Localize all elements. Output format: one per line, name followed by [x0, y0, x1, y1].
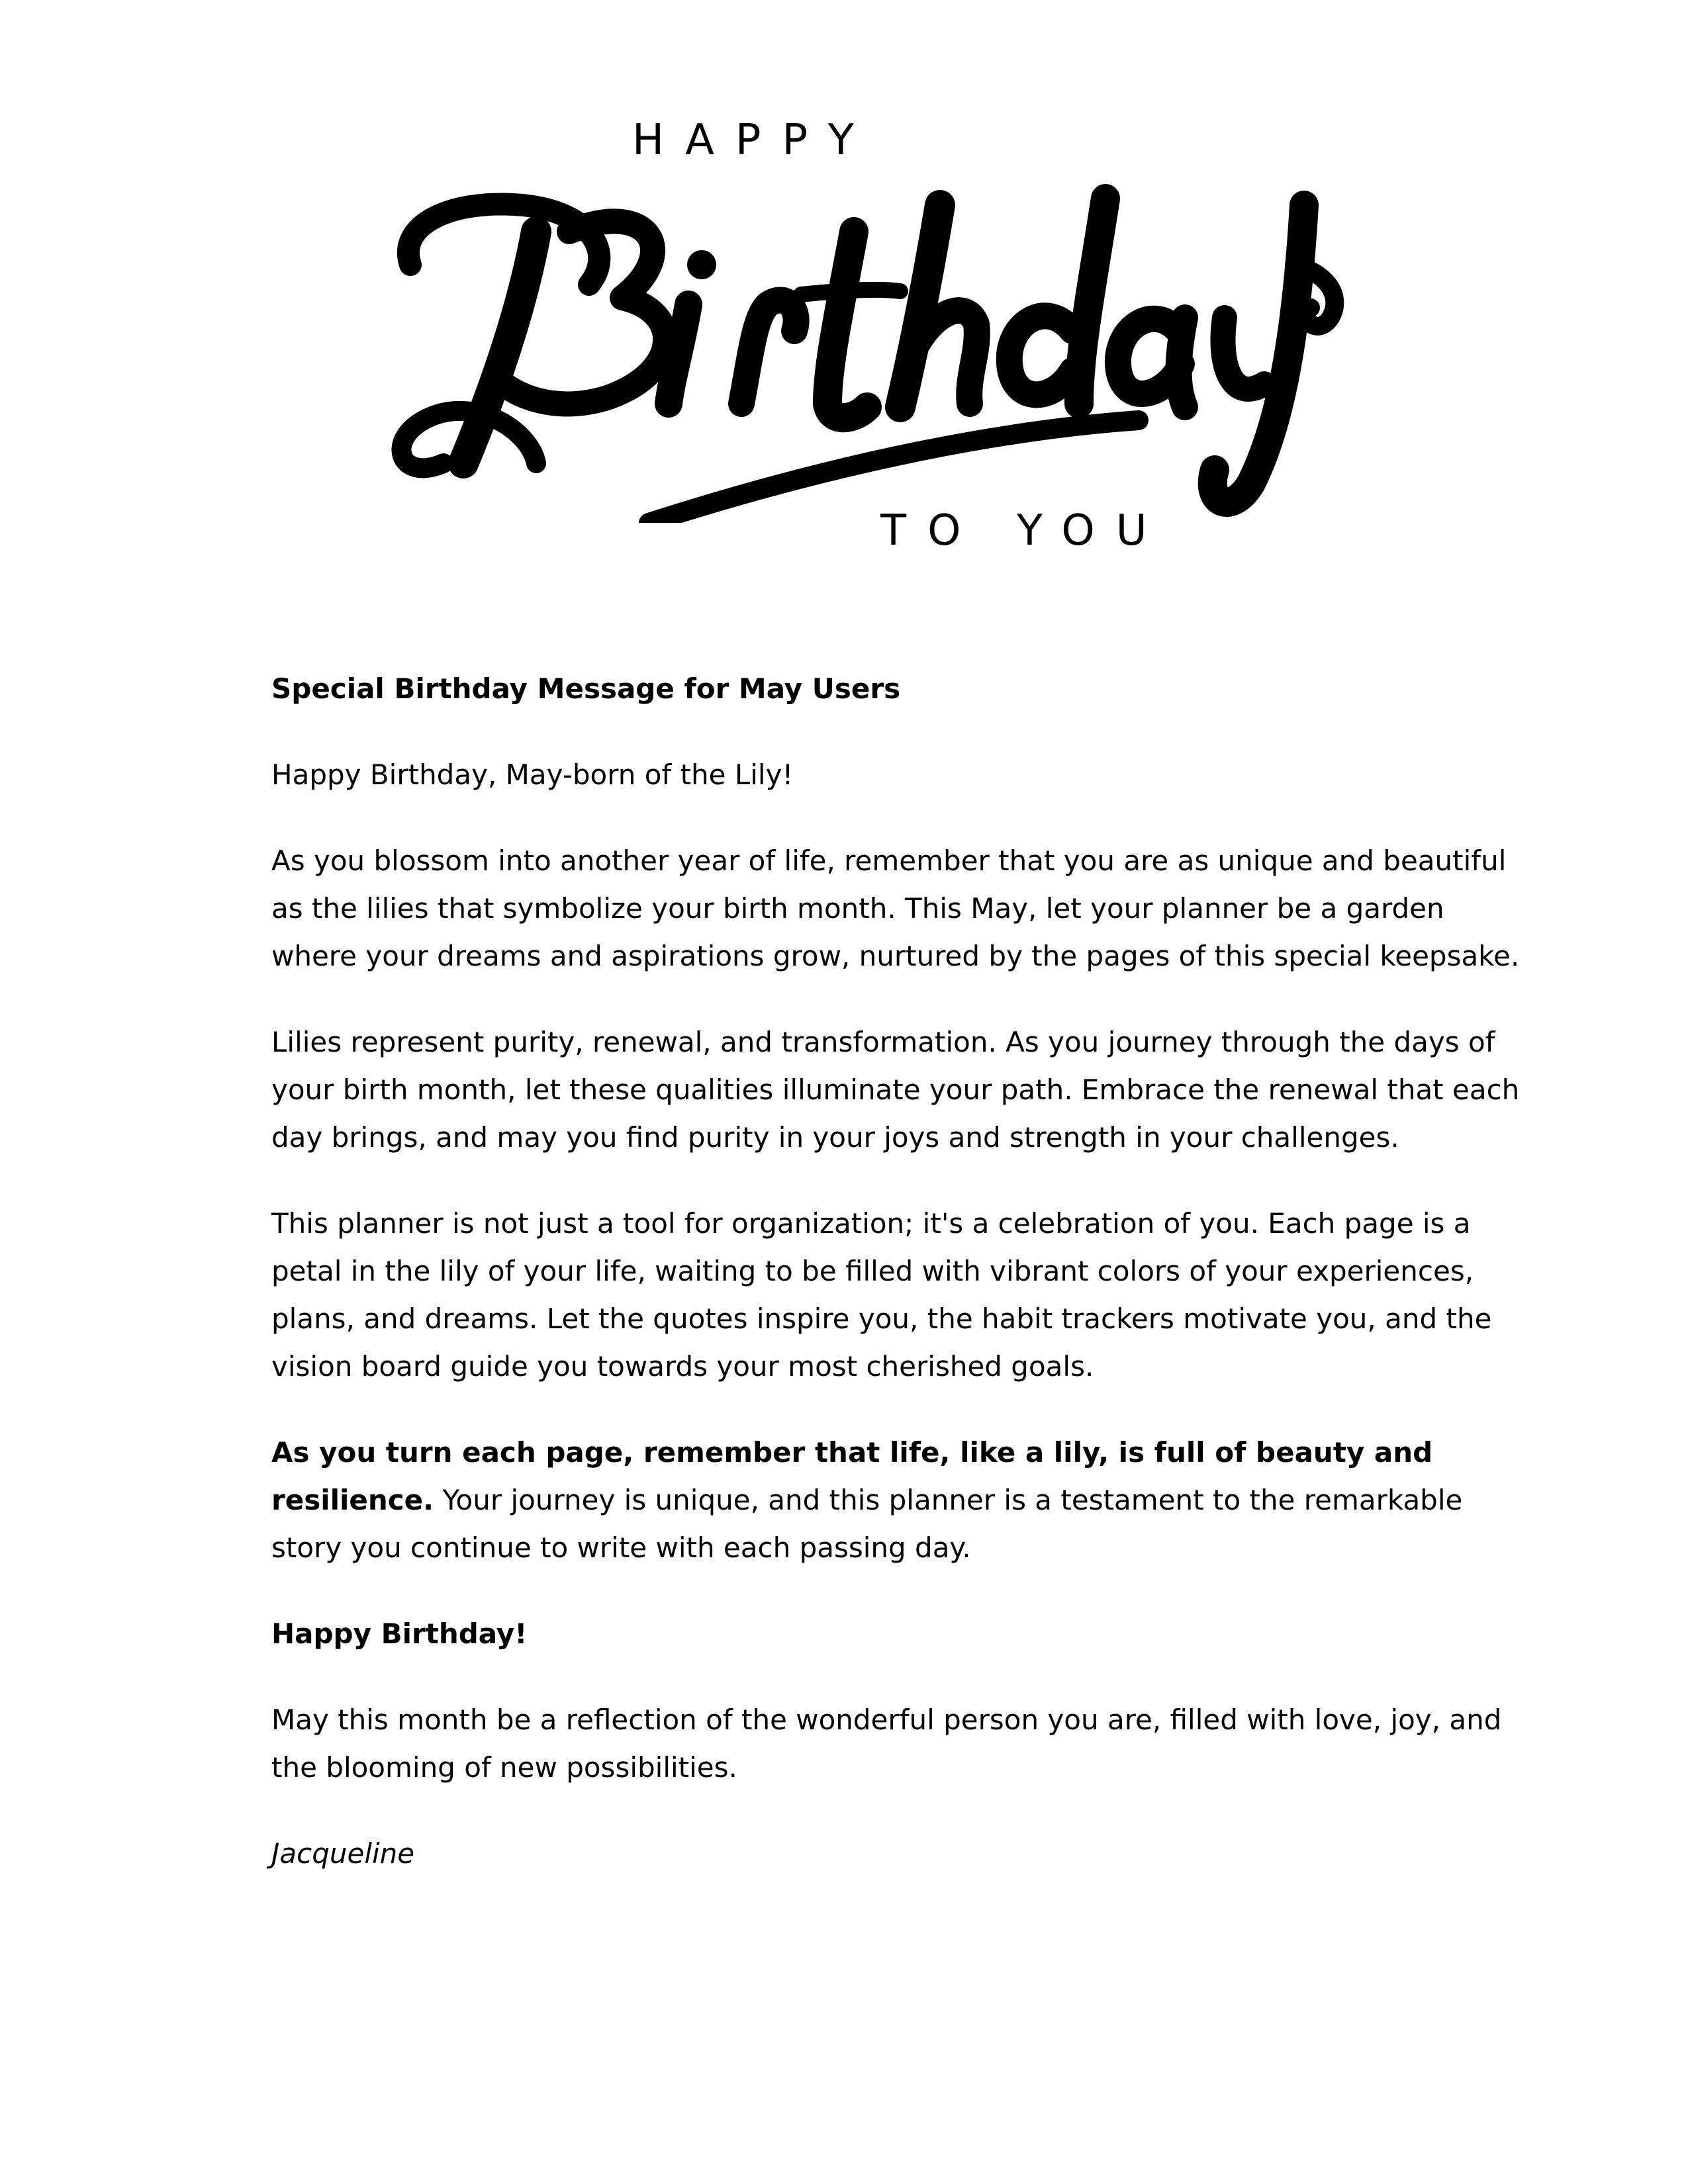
body-paragraph-4 [271, 1429, 1523, 1572]
banner-to-you-text: TO YOU [880, 506, 1168, 555]
birthday-script-lettering [371, 152, 1364, 523]
letter-body [271, 665, 1523, 1916]
paragraph-4-bold-lead: As you turn each page, remember that life, like a lily, is full of beauty and resilience. [271, 1436, 1433, 1516]
birthday-banner [371, 99, 1364, 576]
closing-heading: Happy Birthday! [271, 1617, 528, 1650]
banner-happy-text: HAPPY [632, 116, 875, 165]
signature: Jacqueline [271, 1837, 415, 1870]
greeting-paragraph: Happy Birthday, May-born of the Lily! [271, 758, 794, 791]
paragraph-4-rest: Your journey is unique, and this planner is a testament to the remarkable story you continue to write with each passing day. [271, 1484, 1463, 1564]
letter-heading: Special Birthday Message for May Users [271, 672, 901, 705]
closing-paragraph: May this month be a reflection of the wonderful person you are, filled with love, joy, and the blooming of new possibilities. [271, 1704, 1502, 1784]
body-paragraph-3: This planner is not just a tool for organization; it's a celebration of you. Each page is a petal in the lily of your life, waiting to be filled with vibrant colors of your experiences, plans, and dreams. Let the quotes inspire you, the habit trackers motivate you, and the vision board guide you towards your most cherished goals. [271, 1207, 1492, 1383]
body-paragraph-2: Lilies represent purity, renewal, and transformation. As you journey through the days of your birth month, let these qualities illuminate your path. Embrace the renewal that each day brings, and may you find purity in your joys and strength in your challenges. [271, 1026, 1520, 1154]
body-paragraph-1: As you blossom into another year of life, remember that you are as unique and beautiful as the lilies that symbolize your birth month. This May, let your planner be a garden where your dreams and aspirations grow, nurtured by the pages of this special keepsake. [271, 844, 1520, 972]
